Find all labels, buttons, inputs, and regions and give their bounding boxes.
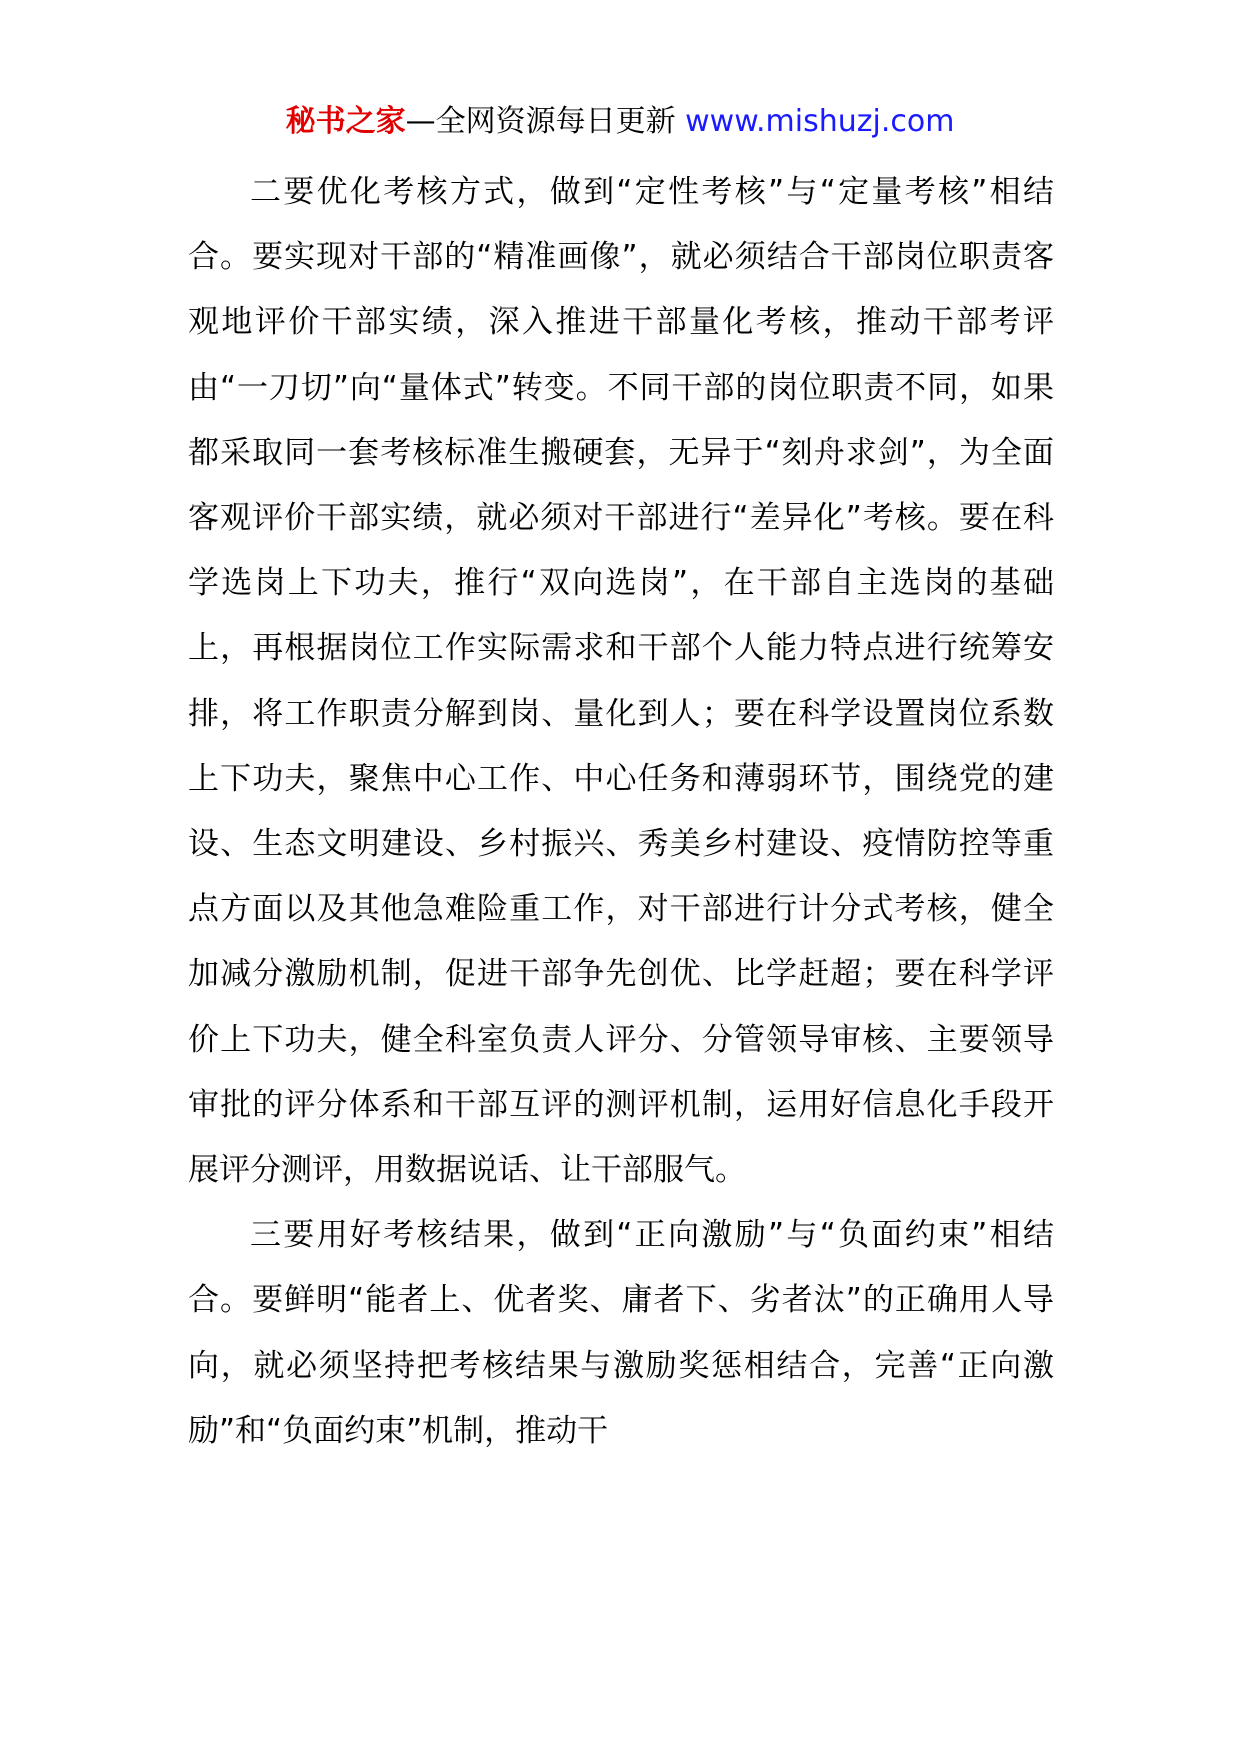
paragraph-2: 二要优化考核方式，做到“定性考核”与“定量考核”相结合。要实现对干部的“精准画像”，就必须结合干部岗位职责客观地评价干部实绩，深入推进干部量化考核，推动干部考评由“一刀切”向“量体式”转变。不同干部的岗位职责不同，如果都采取同一套考核标准生搬硬套，无异于“刻舟求剑”，为全面客观评价干部实绩，就必须对干部进行“差异化”考核。要在科学选岗上下功夫，推行“双向选岗”，在干部自主选岗的基础上，再根据岗位工作实际需求和干部个人能力特点进行统筹安排，将工作职责分解到岗、量化到人；要在科学设置岗位系数上下功夫，聚焦中心工作、中心任务和薄弱环节，围绕党的建设、生态文明建设、乡村振兴、秀美乡村建设、疫情防控等重点方面以及其他急难险重工作，对干部进行计分式考核，健全加减分激励机制，促进干部争先创优、比学赶超；要在科学评价上下功夫，健全科室负责人评分、分管领导审核、主要领导审批的评分体系和干部互评的测评机制，运用好信息化手段开展评分测评，用数据说话、让干部服气。 [188,174,1054,1189]
site-brand: 秘书之家 [285,104,406,139]
site-url-link[interactable]: www.mishuzj.com [685,104,955,139]
paragraph-3: 三要用好考核结果，做到“正向激励”与“负面约束”相结合。要鲜明“能者上、优者奖、庸者下、劣者汰”的正确用人导向，就必须坚持把考核结果与激励奖惩相结合，完善“正向激励”和“负面约束”机制，推动干 [188,1217,1054,1449]
site-tagline: —全网资源每日更新 [405,104,686,139]
site-header [0,102,1240,142]
document-body [188,160,1054,1464]
